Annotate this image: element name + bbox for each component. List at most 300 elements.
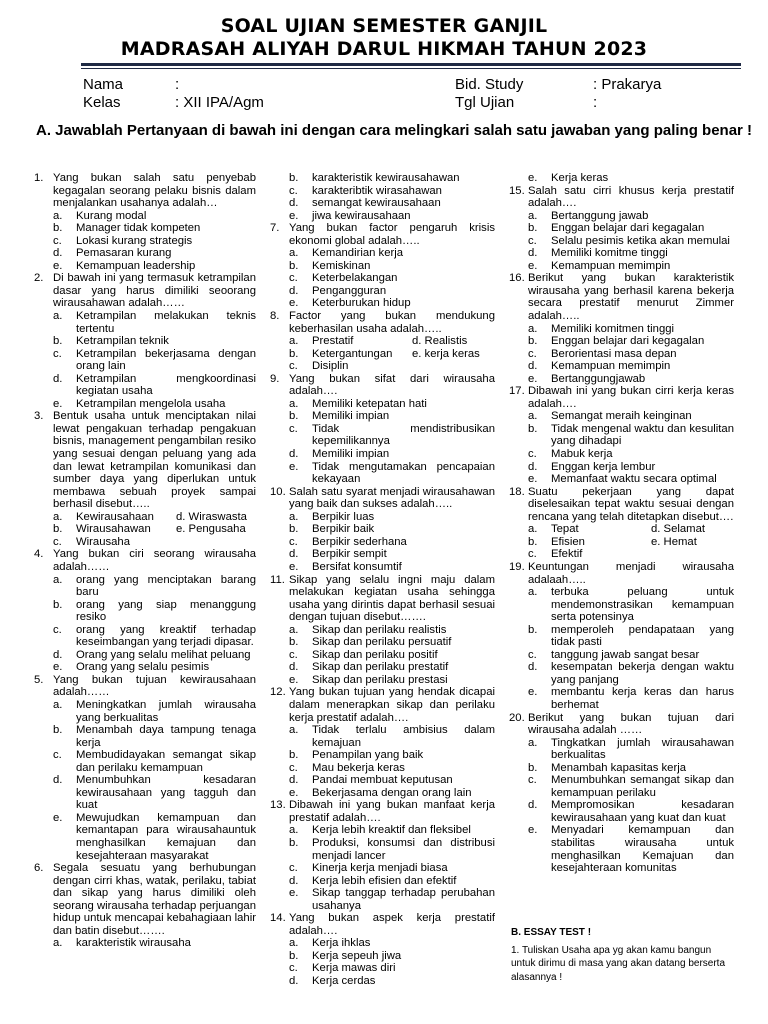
option-letter: e. (289, 209, 299, 222)
option-letter: b. (289, 749, 299, 762)
option-text[interactable]: d. Selamat (651, 523, 706, 536)
question-stem (34, 172, 256, 210)
option-letter: c. (53, 623, 62, 636)
option-text: Sikap dan perilaku positif (312, 648, 438, 661)
answer-option[interactable] (270, 185, 495, 198)
option-text: Berpikir baik (312, 523, 375, 536)
option-text[interactable]: Tepat (551, 523, 579, 536)
question-stem (270, 912, 495, 937)
answer-option[interactable] (509, 172, 734, 185)
question-number: 17. (509, 385, 525, 398)
option-text[interactable]: d. Realistis (412, 335, 468, 348)
answer-option[interactable] (509, 448, 734, 461)
option-text: Bersifat konsumtif (312, 560, 402, 573)
option-letter: b. (53, 335, 63, 348)
answer-option[interactable] (34, 348, 256, 373)
answer-option[interactable] (270, 523, 495, 536)
option-text: Memiliki impian (312, 448, 390, 461)
question-stem (270, 799, 495, 824)
question-text: Yang bukan salah satu penyebab kegagalan seorang pelaku bisnis dalam menjalankan usahanya adalah… (53, 172, 256, 210)
option-letter: e. (53, 661, 63, 674)
option-text: Kerja mawas diri (312, 962, 396, 975)
answer-option[interactable] (270, 172, 495, 185)
answer-option[interactable] (34, 774, 256, 812)
option-text: Memanfaat waktu secara optimal (551, 473, 717, 486)
option-text: memperoleh pendapataan yang tidak pasti (551, 623, 734, 649)
answer-option-pair (34, 511, 256, 524)
answer-option[interactable] (509, 210, 734, 223)
option-text: semangat kewirausahaan (312, 197, 441, 210)
option-letter: d. (53, 247, 63, 260)
option-letter: b. (289, 636, 299, 649)
question-text: Yang bukan aspek kerja prestatif adalah…. (289, 912, 495, 937)
option-text[interactable]: d. Wiraswasta (176, 510, 247, 523)
option-text: Ketrampilan melakukan teknis tertentu (76, 310, 256, 335)
option-text: jiwa kewirausahaan (312, 209, 411, 222)
option-text[interactable]: e. kerja keras (412, 347, 480, 360)
answer-option[interactable] (270, 410, 495, 423)
option-letter: e. (528, 473, 538, 486)
option-letter: b. (289, 523, 299, 536)
option-letter: b. (289, 836, 299, 849)
option-text: Meningkatkan jumlah wirausaha yang berkualitas (76, 698, 256, 724)
option-text: Keterburukan hidup (312, 297, 411, 310)
option-text: Kerja lebih efisien dan efektif (312, 874, 457, 887)
question-text: Yang bukan ciri seorang wirausaha adalah…… (53, 548, 256, 573)
option-text[interactable]: Efisien (551, 535, 585, 548)
question-stem (509, 185, 734, 210)
option-text: Produksi, konsumsi dan distribusi menjadi lancer (312, 836, 495, 862)
option-letter: b. (53, 598, 63, 611)
option-letter: d. (528, 661, 538, 674)
answer-option[interactable] (270, 950, 495, 963)
question-text: Salah satu syarat menjadi wirausahawan yang baik dan sukses adalah….. (289, 485, 495, 511)
option-text: Mempromosikan kesadaran kewirausahaan yang kuat dan kuat (551, 799, 734, 824)
tgl-ujian-label: Tgl Ujian (455, 94, 515, 111)
option-letter: c. (528, 774, 537, 787)
option-letter: e. (528, 172, 538, 184)
answer-option[interactable] (509, 410, 734, 423)
option-text[interactable]: e. Hemat (651, 535, 697, 548)
answer-option[interactable] (270, 875, 495, 888)
question-text: Bentuk usaha untuk menciptakan nilai lewat pengakuan terhadap pengakuan bisnis, management pengambilan resiko yang sesuai dengan peluang yang ada dan lewat ketrampilan komunikasi dan sumber daya yang diperlukan untuk membawa sebuah proyek sampai berhasil disebut….. (53, 410, 256, 511)
option-text: Kemiskinan (312, 259, 371, 272)
option-text: Manager tidak kompeten (76, 222, 201, 235)
option-letter: a. (289, 335, 299, 348)
option-text: Disiplin (312, 360, 349, 373)
answer-option[interactable] (509, 661, 734, 686)
option-letter: d. (289, 284, 299, 297)
question-number: 15. (509, 184, 525, 197)
option-letter: b. (528, 335, 538, 348)
answer-option[interactable] (270, 724, 495, 749)
question-text: Salah satu cirri khusus kerja prestatif adalah…. (528, 184, 734, 210)
question-number: 3. (34, 410, 44, 423)
option-letter: b. (528, 623, 538, 636)
tgl-ujian-value: : (593, 94, 598, 111)
option-letter: e. (289, 887, 299, 900)
option-text: orang yang menciptakan barang baru (76, 573, 256, 599)
option-text: Menambah kapasitas kerja (551, 761, 687, 774)
answer-option[interactable] (270, 837, 495, 862)
option-letter: e. (289, 560, 299, 573)
answer-option[interactable] (270, 824, 495, 837)
answer-option[interactable] (34, 937, 256, 950)
question-text: Di bawah ini yang termasuk ketrampilan dasar yang harus dimiliki seoorang wirausahawan adalah…… (53, 272, 256, 310)
option-text: Tidak terlalu ambisius dalam kemajuan (312, 724, 495, 749)
question-stem (509, 272, 734, 322)
option-text: Kemampuan leadership (76, 259, 196, 272)
option-letter: b. (528, 222, 538, 235)
option-letter: b. (528, 422, 538, 435)
option-text: Tingkatkan jumlah wirausahawan berkualitas (551, 736, 734, 762)
question-stem (270, 686, 495, 724)
option-letter: e. (289, 786, 299, 799)
option-text: Tidak mendistribusikan kepemilikannya (312, 422, 495, 448)
option-text: Berpikir luas (312, 510, 375, 523)
option-text: Lokasi kurang strategis (76, 234, 193, 247)
answer-option[interactable] (34, 749, 256, 774)
question-text: Berikut yang bukan tujuan dari wirausaha adalah …… (528, 711, 734, 737)
answer-option[interactable] (509, 260, 734, 273)
answer-option[interactable] (270, 260, 495, 273)
option-text[interactable]: Ketergantungan (312, 347, 393, 360)
question-number: 8. (270, 310, 280, 323)
option-letter: d. (528, 799, 538, 812)
option-text: Selalu pesimis ketika akan memulai (551, 234, 730, 247)
question-number: 18. (509, 485, 525, 498)
option-text: Sikap dan perilaku realistis (312, 623, 447, 636)
option-letter: e. (528, 824, 538, 837)
option-text: Memiliki impian (312, 410, 390, 423)
answer-option[interactable] (270, 762, 495, 775)
exam-title-line2: MADRASAH ALIYAH DARUL HIKMAH TAHUN 2023 (120, 38, 648, 60)
answer-option[interactable] (270, 398, 495, 411)
option-letter: e. (528, 372, 538, 385)
option-letter: d. (528, 360, 538, 373)
option-letter: a. (289, 724, 299, 737)
option-text: Memiliki komitmen tinggi (551, 322, 675, 335)
option-letter: e. (528, 686, 538, 699)
question-stem (270, 222, 495, 247)
answer-option[interactable] (270, 536, 495, 549)
question-number: 12. (270, 686, 286, 699)
option-letter: d. (289, 874, 299, 887)
answer-option-pair (270, 348, 495, 361)
answer-option[interactable] (34, 247, 256, 260)
answer-option[interactable] (270, 285, 495, 298)
option-text: Mewujudkan kemampuan dan kemantapan para wirausahauntuk menghasilkan kemajuan dan kesejahteraan masyarakat (76, 811, 256, 862)
option-letter: e. (289, 297, 299, 310)
answer-option[interactable] (509, 247, 734, 260)
answer-option[interactable] (270, 423, 495, 448)
option-letter: d. (289, 975, 299, 987)
answer-option[interactable] (34, 310, 256, 335)
answer-option[interactable] (270, 749, 495, 762)
option-text: Orang yang selalu pesimis (76, 661, 210, 674)
answer-option[interactable] (509, 335, 734, 348)
option-text: Ketrampilan mengkoordinasi kegiatan usaha (76, 372, 256, 398)
option-text: Tidak mengenal waktu dan kesulitan yang dihadapi (551, 422, 734, 448)
option-text: Menumbuhkan semangat sikap dan kemampuan perilaku (551, 774, 734, 799)
answer-option[interactable] (270, 975, 495, 988)
option-letter: d. (289, 448, 299, 461)
option-text: Mau bekerja keras (312, 761, 405, 774)
question-number: 16. (509, 272, 525, 285)
option-text[interactable]: e. Pengusaha (176, 523, 246, 536)
answer-option[interactable] (270, 937, 495, 950)
question-number: 1. (34, 172, 44, 184)
answer-option[interactable] (34, 812, 256, 862)
option-letter: e. (53, 397, 63, 410)
answer-option[interactable] (270, 887, 495, 912)
option-text: Sikap dan perilaku prestasi (312, 673, 448, 686)
kelas-value: : XII IPA/Agm (175, 94, 264, 111)
option-text: Kinerja kerja menjadi biasa (312, 862, 448, 875)
option-text: Enggan belajar dari kegagalan (551, 335, 705, 348)
option-text: Kemandirian kerja (312, 247, 404, 260)
option-letter: a. (528, 322, 538, 335)
answer-option[interactable] (509, 323, 734, 336)
option-letter: a. (289, 247, 299, 260)
option-letter: a. (528, 209, 538, 222)
answer-option[interactable] (270, 649, 495, 662)
option-text: Memiliki ketepatan hati (312, 397, 427, 410)
option-letter: b. (289, 347, 299, 360)
option-letter: d. (528, 460, 538, 473)
question-number: 19. (509, 560, 525, 573)
answer-option[interactable] (270, 210, 495, 223)
question-number: 2. (34, 272, 44, 285)
answer-option[interactable] (34, 574, 256, 599)
question-number: 11. (270, 573, 285, 586)
answer-option[interactable] (270, 511, 495, 524)
answer-option[interactable] (34, 335, 256, 348)
option-text: Semangat meraih keinginan (551, 410, 692, 423)
answer-option[interactable] (509, 423, 734, 448)
question-number: 5. (34, 673, 44, 686)
answer-option[interactable] (509, 235, 734, 248)
answer-option[interactable] (270, 774, 495, 787)
option-text: Berpikir sempit (312, 548, 387, 561)
bid-study-value: : Prakarya (593, 76, 662, 93)
answer-option[interactable] (270, 636, 495, 649)
option-letter: e. (53, 811, 63, 824)
option-letter: c. (289, 862, 298, 875)
option-letter: a. (289, 937, 299, 950)
answer-option[interactable] (509, 774, 734, 799)
option-text: Berpikir sederhana (312, 535, 407, 548)
answer-option[interactable] (270, 247, 495, 260)
question-text: Yang bukan tujuan yang hendak dicapai dalam menerapkan sikap dan perilaku kerja prestatif adalah…. (289, 686, 495, 724)
option-text: Menyadari kemampuan dan stabilitas wirausaha untuk menghasilkan Kemajuan dan kesejahteraan komunitas (551, 824, 734, 875)
answer-option[interactable] (270, 297, 495, 310)
answer-option[interactable] (270, 674, 495, 687)
nama-label: Nama (83, 76, 124, 93)
option-letter: d. (53, 774, 63, 787)
option-letter: c. (528, 448, 537, 461)
answer-option[interactable] (270, 962, 495, 975)
answer-option[interactable] (34, 235, 256, 248)
answer-option[interactable] (509, 799, 734, 824)
exam-title-line1: SOAL UJIAN SEMESTER GANJIL (220, 15, 548, 37)
question-stem (509, 486, 734, 524)
option-text: Menumbuhkan kesadaran kewirausahaan yang tagguh dan kuat (76, 774, 256, 812)
questions-column-1 (34, 172, 256, 950)
answer-option[interactable] (509, 360, 734, 373)
option-text[interactable]: Kewirausahaan (76, 510, 154, 523)
option-letter: b. (528, 761, 538, 774)
question-number: 4. (34, 548, 44, 561)
answer-option[interactable] (509, 586, 734, 624)
answer-option-pair (509, 536, 734, 549)
answer-option[interactable] (270, 624, 495, 637)
option-text[interactable]: Wirausahawan (76, 523, 151, 536)
option-letter: e. (289, 673, 299, 686)
option-text: kesempatan bekerja dengan waktu yang panjang (551, 661, 734, 686)
answer-option[interactable] (270, 461, 495, 486)
option-text: Penampilan yang baik (312, 749, 424, 762)
answer-option-pair (509, 523, 734, 536)
answer-option[interactable] (509, 348, 734, 361)
answer-option[interactable] (34, 260, 256, 273)
answer-option[interactable] (34, 398, 256, 411)
option-letter: d. (289, 774, 299, 787)
option-text: karakteristik kewirausahawan (312, 172, 460, 184)
option-letter: b. (528, 535, 538, 548)
answer-option[interactable] (509, 624, 734, 649)
answer-option[interactable] (34, 724, 256, 749)
question-stem (34, 548, 256, 573)
answer-option[interactable] (270, 548, 495, 561)
option-letter: a. (53, 510, 63, 523)
question-stem (509, 385, 734, 410)
question-number: 10. (270, 485, 286, 498)
option-letter: c. (289, 360, 298, 373)
option-text: Pandai membuat keputusan (312, 774, 453, 787)
option-letter: c. (289, 422, 298, 435)
option-text: orang yang siap menanggung resiko (76, 598, 256, 624)
option-text[interactable]: Prestatif (312, 335, 354, 348)
option-text: Bekerjasama dengan orang lain (312, 786, 472, 799)
answer-option[interactable] (509, 461, 734, 474)
option-letter: a. (528, 410, 538, 423)
answer-option[interactable] (270, 448, 495, 461)
question-stem (270, 486, 495, 511)
option-letter: c. (289, 184, 298, 197)
answer-option[interactable] (509, 222, 734, 235)
option-text: Keterbelakangan (312, 272, 398, 285)
option-text: Memiliki komitme tinggi (551, 247, 668, 260)
option-letter: e. (528, 259, 538, 272)
option-text: Mabuk kerja (551, 448, 613, 461)
answer-option[interactable] (34, 222, 256, 235)
answer-option[interactable] (270, 197, 495, 210)
option-letter: c. (53, 347, 62, 360)
answer-option[interactable] (509, 373, 734, 386)
answer-option[interactable] (270, 862, 495, 875)
option-text: terbuka peluang untuk mendemonstrasikan kemampuan serta potensinya (551, 586, 734, 624)
answer-option[interactable] (509, 686, 734, 711)
option-text: Bertanggungjawab (551, 372, 646, 385)
question-stem (270, 373, 495, 398)
answer-option[interactable] (509, 762, 734, 775)
answer-option[interactable] (34, 536, 256, 549)
answer-option[interactable] (34, 210, 256, 223)
option-letter: d. (528, 247, 538, 260)
question-number: 14. (270, 912, 286, 925)
question-number: 20. (509, 711, 525, 724)
question-number: 6. (34, 862, 44, 875)
answer-option[interactable] (509, 737, 734, 762)
answer-option[interactable] (509, 548, 734, 561)
option-text: Ketrampilan bekerjasama dengan orang lain (76, 347, 256, 373)
option-letter: a. (289, 397, 299, 410)
option-text: Kurang modal (76, 209, 147, 222)
answer-option[interactable] (270, 272, 495, 285)
answer-option[interactable] (270, 787, 495, 800)
answer-option[interactable] (270, 561, 495, 574)
option-text: Kerja sepeuh jiwa (312, 949, 402, 962)
answer-option[interactable] (34, 649, 256, 662)
answer-option[interactable] (34, 661, 256, 674)
answer-option[interactable] (509, 824, 734, 874)
section-a-instruction: A. Jawablah Pertanyaan di bawah ini dengan cara melingkari salah satu jawaban yang paling benar ! (36, 122, 753, 139)
essay-section (511, 926, 736, 984)
option-text: Tidak mengutamakan pencapaian kekayaan (312, 460, 495, 486)
option-letter: c. (528, 347, 537, 360)
option-letter: c. (289, 648, 298, 661)
question-number: 13. (270, 799, 286, 812)
answer-option[interactable] (270, 360, 495, 373)
question-stem (270, 574, 495, 624)
answer-option[interactable] (509, 649, 734, 662)
answer-option[interactable] (34, 373, 256, 398)
answer-option-pair (270, 335, 495, 348)
question-text: Keuntungan menjadi wirausaha adalaah….. (528, 560, 734, 586)
answer-option[interactable] (34, 599, 256, 624)
question-text: Berikut yang bukan karakteristik wirausaha yang berhasil karena bekerja secara prestatif menurut Zimmer adalah….. (528, 272, 734, 323)
option-text: karakteribtik wirasahawan (312, 184, 442, 197)
answer-option[interactable] (270, 661, 495, 674)
option-text: Bertanggung jawab (551, 209, 649, 222)
question-stem (34, 862, 256, 937)
answer-option[interactable] (34, 699, 256, 724)
option-text: Kemampuan memimpin (551, 259, 671, 272)
questions-column-3 (509, 172, 734, 875)
option-letter: a. (528, 523, 538, 536)
option-text: tanggung jawab sangat besar (551, 648, 700, 661)
option-text: Sikap dan perilaku prestatif (312, 661, 449, 674)
essay-question-1: 1. Tuliskan Usaha apa yg akan kamu bangun untuk dirimu di masa yang akan datang berserta alasannya ! (511, 944, 726, 983)
question-text: Dibawah ini yang bukan manfaat kerja prestatif adalah…. (289, 799, 495, 824)
answer-option[interactable] (509, 473, 734, 486)
option-text: Kerja keras (551, 172, 609, 184)
option-letter: a. (53, 937, 63, 950)
question-number: 9. (270, 372, 280, 385)
option-text: Membudidayakan semangat sikap dan perilaku kemampuan (76, 749, 256, 774)
question-stem (270, 310, 495, 335)
option-text: Kerja cerdas (312, 975, 376, 987)
option-text: Pemasaran kurang (76, 247, 172, 260)
option-letter: a. (53, 209, 63, 222)
question-text: Suatu pekerjaan yang dapat diselesaikan tepat waktu sesuai dengan rencana yang telah ditetapkan disebut…. (528, 485, 734, 523)
option-letter: c. (528, 234, 537, 247)
essay-heading: B. ESSAY TEST ! (511, 927, 592, 938)
answer-option[interactable] (34, 624, 256, 649)
option-letter: a. (289, 623, 299, 636)
option-letter: b. (289, 172, 299, 184)
